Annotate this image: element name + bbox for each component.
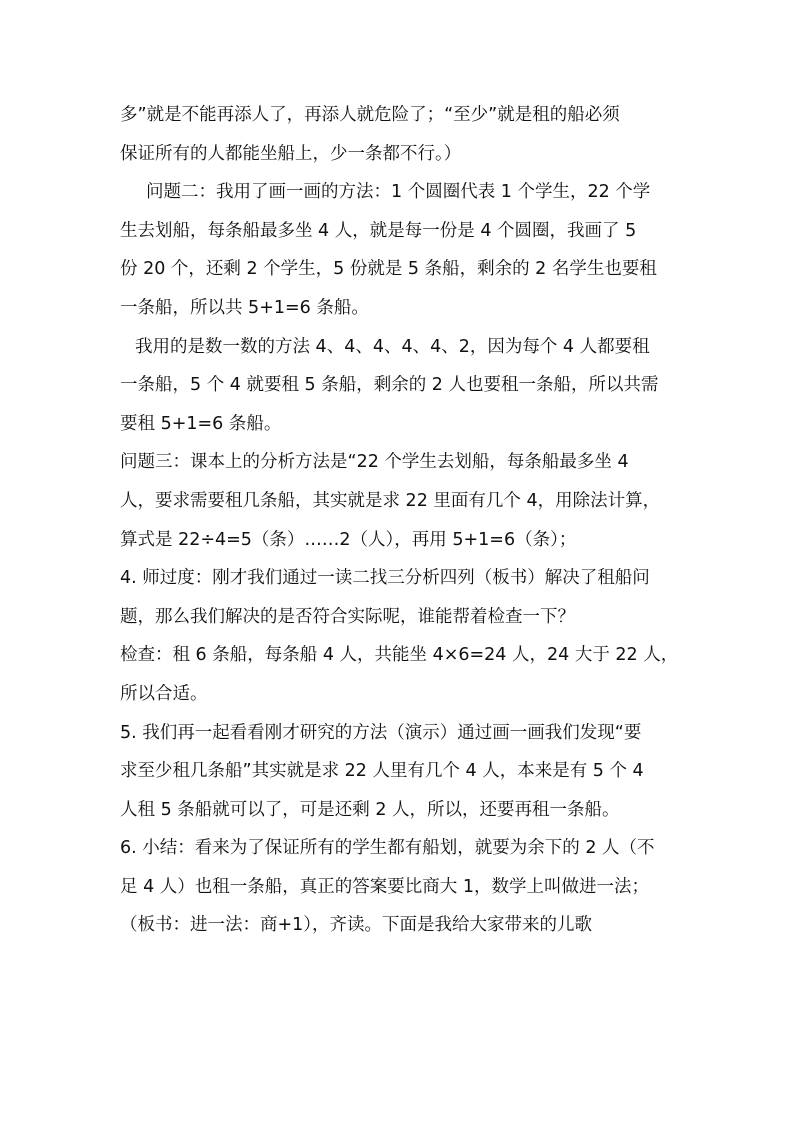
text-line: 要租 5+1=6 条船。 (120, 413, 282, 434)
text-line: 生去划船，每条船最多坐 4 人，就是每一份是 4 个圆圈，我画了 5 (120, 220, 637, 241)
text-line: 6. 小结：看来为了保证所有的学生都有船划，就要为余下的 2 人（不 (120, 838, 655, 859)
text-line: 人，要求需要租几条船，其实就是求 22 里面有几个 4，用除法计算， (120, 490, 661, 511)
text-line: 检查：租 6 条船，每条船 4 人，共能坐 4×6=24 人，24 大于 22 人， (120, 645, 679, 666)
text-line: 问题二：我用了画一画的方法：1 个圆圈代表 1 个学生，22 个学 (146, 182, 651, 203)
text-line: 足 4 人）也租一条船，真正的答案要比商大 1，数学上叫做进一法； (120, 876, 649, 897)
text-line: 多”就是不能再添人了，再添人就危险了；“至少”就是租的船必须 (120, 105, 620, 125)
text-line: 一条船，5 个 4 就要租 5 条船，剩余的 2 人也要租一条船，所以共需 (120, 375, 659, 396)
text-line: 所以合适。 (120, 683, 208, 704)
text-line: 4. 师过度：刚才我们通过一读二找三分析四列（板书）解决了租船问 (120, 568, 650, 589)
text-line: 我用的是数一数的方法 4、4、4、4、4、2，因为每个 4 人都要租 (135, 336, 650, 357)
text-line: 保证所有的人都能坐船上，少一条都不行。） (120, 143, 462, 164)
text-line: 份 20 个，还剩 2 个学生，5 份就是 5 条船，剩余的 2 名学生也要租 (120, 259, 657, 280)
lesson-text-body (120, 96, 680, 945)
text-line: （板书：进一法：商+1），齐读。下面是我给大家带来的儿歌 (120, 915, 593, 936)
text-line: 问题三：课本上的分析方法是“22 个学生去划船，每条船最多坐 4 (120, 452, 629, 473)
text-line: 题，那么我们解决的是否符合实际呢，谁能帮着检查一下？ (120, 606, 575, 627)
text-line: 算式是 22÷4=5（条）……2（人），再用 5+1=6（条）； (120, 529, 577, 550)
text-line: 5. 我们再一起看看刚才研究的方法（演示）通过画一画我们发现“要 (120, 722, 642, 743)
text-line: 一条船，所以共 5+1=6 条船。 (120, 297, 369, 318)
text-line: 人租 5 条船就可以了，可是还剩 2 人，所以，还要再租一条船。 (120, 799, 620, 820)
text-line: 求至少租几条船”其实就是求 22 人里有几个 4 人，本来是有 5 个 4 (120, 761, 644, 782)
